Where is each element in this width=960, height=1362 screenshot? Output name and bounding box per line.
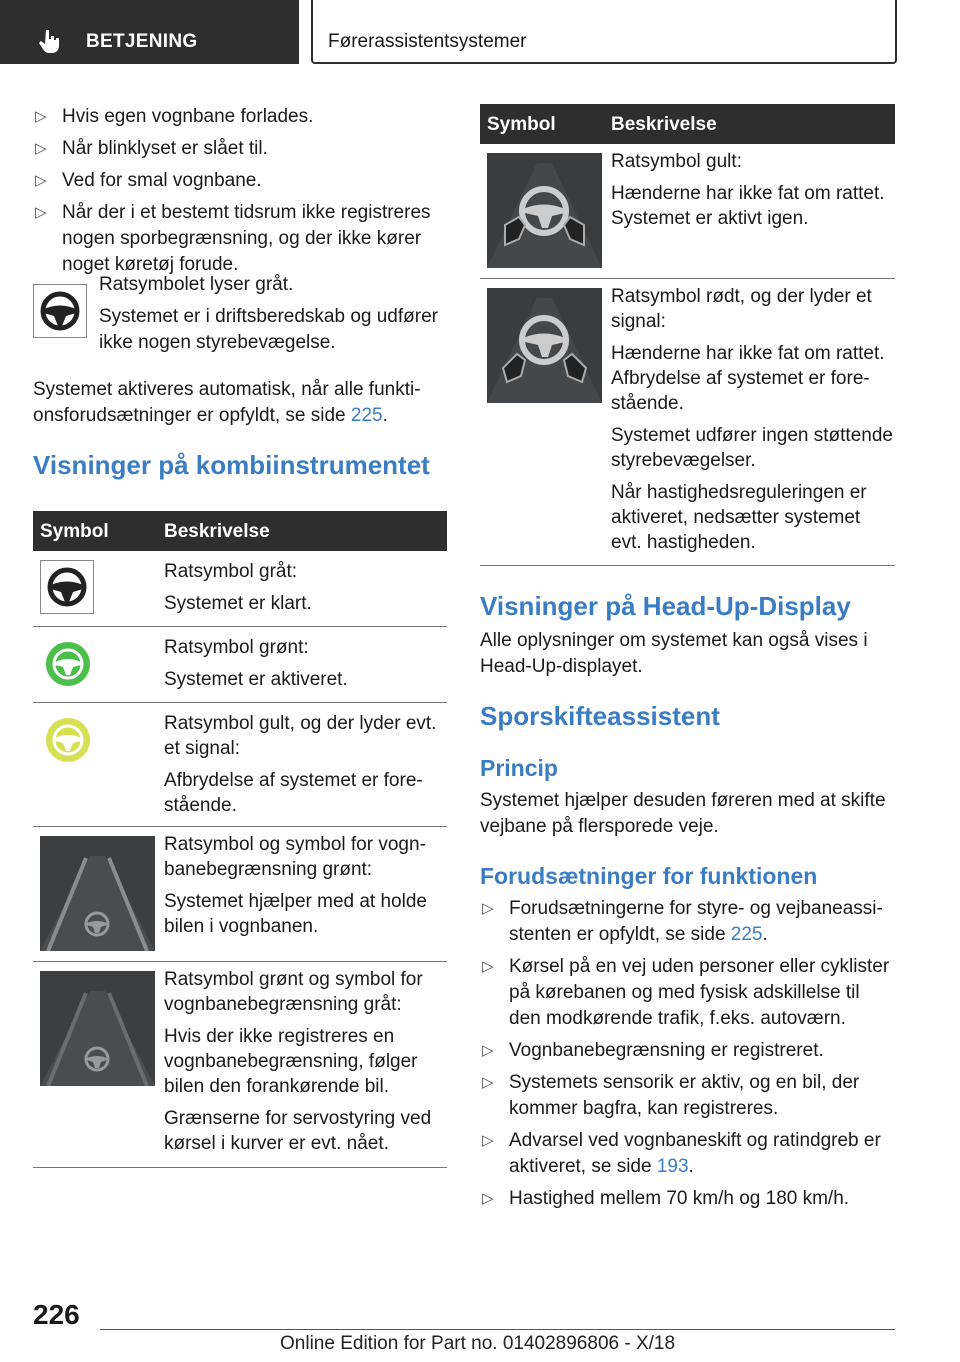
auto-activation-text: Systemet aktiveres automatisk, når alle funktionsforudsætninger er opfyldt, se side 225.	[33, 379, 421, 426]
requirements-list	[480, 896, 895, 1212]
bullet-triangle-icon: ▷	[35, 172, 47, 189]
steering-wheel-grey-icon	[40, 560, 94, 614]
hud-text: Alle oplysninger om systemet kan også vises i Head-Up-displayet.	[480, 630, 868, 677]
header-section-tab	[0, 0, 299, 64]
left-column	[33, 104, 445, 481]
bullet-triangle-icon: ▷	[35, 140, 47, 157]
table-row: Ratsymbol og symbol for vognbanebegrænsning grønt: Systemet hjælper med at holde bilen i vognbanen.	[33, 827, 447, 962]
hands-off-red-icon	[487, 288, 602, 403]
list-item: ▷ Systemets sensorik er aktiv, og en bil, der kommer bagfra, kan registreres.	[482, 1072, 860, 1119]
list-item: ▷ Hvis egen vognbane forlades.	[33, 104, 445, 136]
page-link[interactable]: 225	[730, 924, 763, 945]
list-item: ▷ Kørsel på en vej uden personer eller cyklister på kørebanen og med fysisk adskillelse til den modkørende trafik, f.eks. autoværn.	[482, 956, 890, 1029]
steering-wheel-yellow-icon	[43, 715, 93, 765]
table-row: Ratsymbol gult: Hænderne har ikke fat om rattet. Systemet er aktivt igen.	[480, 144, 895, 279]
bullet-triangle-icon: ▷	[482, 1190, 494, 1207]
page-link[interactable]: 193	[656, 1156, 689, 1177]
section-title: Sporskifteassistent	[480, 701, 720, 731]
page-title: Førerassistentsystemer	[328, 31, 527, 52]
table-row: Ratsymbol gråt: Systemet er klart.	[33, 551, 447, 627]
bullet-triangle-icon: ▷	[482, 1132, 494, 1149]
bullet-triangle-icon: ▷	[482, 1042, 494, 1059]
table-row: Ratsymbol rødt, og der lyder et signal: Hænderne har ikke fat om rattet. Afbrydelse af systemet er forestående. Systemet udfører ingen støttende styrebevægelser. Når hastighedsreguleringen er aktiveret, nedsætter systemet evt. hastigheden.	[480, 279, 895, 566]
right-column	[480, 590, 895, 1212]
bullet-triangle-icon: ▷	[482, 1074, 494, 1091]
list-item: ▷ Ved for smal vognbane.	[33, 168, 445, 200]
list-item: ▷ Når der i et bestemt tidsrum ikke registreres nogen sporbegrænsning, og der ikke kører noget køretøj forude.	[35, 202, 431, 275]
table-row: Ratsymbol grønt: Systemet er aktiveret.	[33, 627, 447, 703]
grey-symbol-note: Ratsymbolet lyser gråt. Systemet er i driftsberedskab og udfører ikke nogen styrebevægelse.	[33, 284, 445, 377]
lane-boundary-grey-icon	[40, 971, 155, 1086]
page-number: 226	[33, 1299, 80, 1330]
list-item: ▷ Vognbanebegrænsning er registreret.	[480, 1038, 895, 1064]
list-item: ▷ Advarsel ved vognbaneskift og ratindgreb er aktiveret, se side 193.	[482, 1130, 881, 1177]
bullet-triangle-icon: ▷	[482, 900, 494, 917]
hand-pointer-icon	[38, 28, 62, 54]
steering-wheel-green-icon	[43, 639, 93, 689]
principle-text: Systemet hjælper desuden føreren med at skifte vejbane på flersporede veje.	[480, 790, 886, 837]
subsection-title: Forudsætninger for funktionen	[480, 863, 818, 889]
bullet-triangle-icon: ▷	[35, 108, 47, 125]
table-header: Symbol Beskrivelse	[33, 511, 447, 551]
edition-text: Online Edition for Part no. 01402896806 - X/18	[280, 1333, 676, 1354]
page-link[interactable]: 225	[350, 405, 383, 426]
hands-off-table	[480, 104, 895, 566]
list-item: ▷ Når blinklyset er slået til.	[33, 136, 445, 168]
steering-wheel-grey-icon	[33, 284, 87, 338]
table-header: Symbol Beskrivelse	[480, 104, 895, 144]
kombi-table	[33, 511, 447, 1168]
footer-divider	[100, 1329, 895, 1330]
bullet-triangle-icon: ▷	[35, 204, 47, 221]
list-item: ▷ Hastighed mellem 70 km/h og 180 km/h.	[480, 1186, 895, 1212]
table-row: Ratsymbol gult, og der lyder evt. et signal: Afbrydelse af systemet er forestående.	[33, 703, 447, 827]
header-title-box	[311, 0, 897, 64]
list-item: ▷ Forudsætningerne for styre- og vejbaneassistenten er opfyldt, se side 225.	[482, 898, 883, 945]
lane-boundary-green-icon	[40, 836, 155, 951]
section-title: Visninger på kombiinstrumentet	[33, 450, 430, 480]
section-label: BETJENING	[86, 31, 198, 52]
table-row: Ratsymbol grønt og symbol for vognbanebegrænsning gråt: Hvis der ikke registreres en vognbanebegrænsning, følger bilen den forankørende bil. Grænserne for servostyring ved kørsel i kurver er evt. nået.	[33, 962, 447, 1168]
section-title: Visninger på Head-Up-Display	[480, 591, 851, 621]
bullet-triangle-icon: ▷	[482, 958, 494, 975]
hands-off-yellow-icon	[487, 153, 602, 268]
subsection-title: Princip	[480, 755, 558, 781]
